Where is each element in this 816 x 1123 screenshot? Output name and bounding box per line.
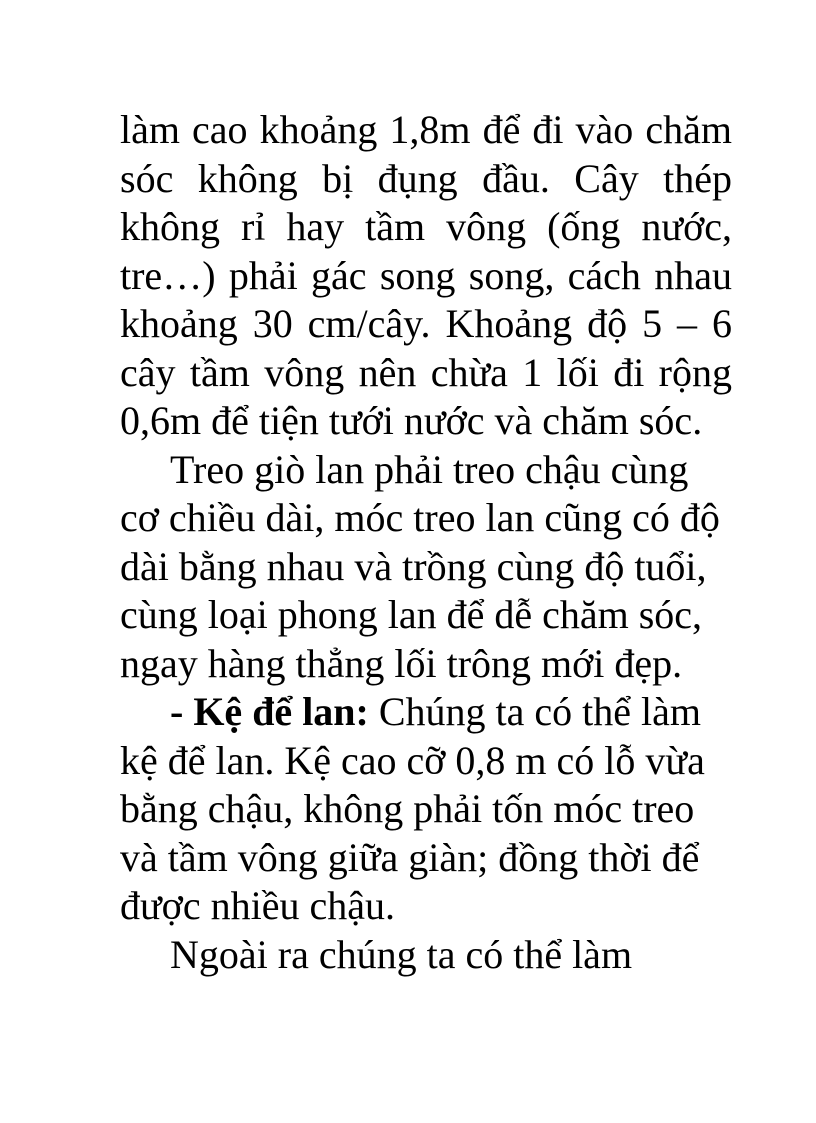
- section-text: Chúng ta có thể làm: [368, 689, 702, 734]
- text-line: bằng chậu, không phải tốn móc treo: [120, 786, 695, 831]
- text-line: sóc không bị đụng đầu. Cây thép: [120, 155, 732, 201]
- text-line: kệ để lan. Kệ cao cỡ 0,8 m có lỗ vừa: [120, 737, 705, 783]
- text-line: và tầm vông giữa giàn; đồng thời để: [120, 834, 700, 880]
- section-heading: - Kệ để lan:: [170, 689, 369, 734]
- text-line: cơ chiều dài, móc treo lan cũng có độ: [120, 495, 720, 540]
- paragraph-start-line: [120, 688, 732, 737]
- text-line: cùng loại phong lan để dễ chăm sóc,: [120, 592, 703, 637]
- text-line: không rỉ hay tầm vông (ống nước,: [120, 204, 732, 249]
- paragraph-start-line: Ngoài ra chúng ta có thể làm: [170, 931, 633, 977]
- text-line: khoảng 30 cm/cây. Khoảng độ 5 – 6: [120, 301, 732, 346]
- text-line: 0,6m để tiện tưới nước và chăm sóc.: [120, 398, 703, 443]
- text-line: làm cao khoảng 1,8m để đi vào chăm: [120, 107, 732, 152]
- text-line: ngay hàng thẳng lối trông mới đẹp.: [120, 640, 683, 686]
- document-page: [120, 106, 732, 979]
- text-line: cây tầm vông nên chừa 1 lối đi rộng: [120, 349, 732, 395]
- paragraph-start-line: Treo giò lan phải treo chậu cùng: [170, 446, 689, 492]
- text-line: tre…) phải gác song song, cách nhau: [120, 252, 732, 298]
- text-line: dài bằng nhau và trồng cùng độ tuổi,: [120, 543, 707, 589]
- text-line: được nhiều chậu.: [120, 883, 395, 928]
